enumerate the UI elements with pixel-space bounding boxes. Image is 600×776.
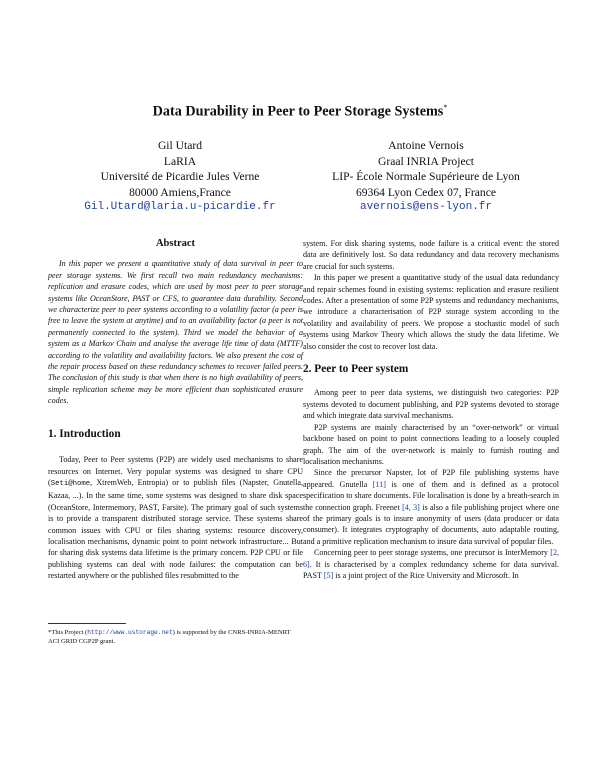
citation-link[interactable]: [2, 6] [303, 548, 559, 569]
p2p-p4-text-b: . It is characterised by a complex redundancy scheme for data survival. PAST [303, 559, 559, 580]
intro-text-a: Today, Peer to Peer systems (P2P) are widely used mechanisms to share resources on Internet. Very popular systems was designed to share CPU ( [48, 455, 303, 487]
left-column [48, 238, 303, 582]
title-footnote-mark: * [443, 103, 448, 112]
author-institution: LIP- École Normale Supérieure de Lyon [332, 170, 520, 183]
author-address: 69364 Lyon Cedex 07, France [355, 185, 497, 199]
p2p-paragraph-3 [303, 467, 559, 547]
author-name: Gil Utard [157, 139, 203, 152]
citation-link[interactable]: [5] [323, 570, 334, 580]
footnote-rule [48, 623, 126, 624]
footnote [48, 623, 303, 646]
author-block-2 [306, 138, 546, 216]
abstract-text: In this paper we present a quantitative study of data survival in peer to peer storage systems. We first recall two main redundancy mechanisms: replication and erasure codes, which are used by most peer to peer storage systems like OceanStore, PAST or CFS, to guarantee data durability. Second we characterize peer to peer systems according to a volatility factor (a peer is free to leave the system at anytime) and to an availability factor (a peer is not permanently connected to the system). Third we model the behavior of a system as a Markov Chain and analyse the average life time of data (MTTF) according to the volatility and availability factors. We also present the cost of the repair process based on these redundancy schemes to recover failed peers. The conclusion of this study is that when there is no high availability of peers, simple replication scheme may be more efficient than sophisticated erasure codes. [48, 259, 303, 406]
citation-link[interactable]: [11] [372, 479, 386, 489]
intro-paragraph-2: In this paper we present a quantitative study of the usual data redundancy and repair schemes found in existing systems: replication and erasure resilient codes. After a presentation of some P2P systems and redundancy mechanisms, we introduce a characterisation of P2P storage system according to the volatility and availability of peers. We propose a stochastic model of such systems using Markov Theory which allows the study the data lifetime. We also consider the cost to recover lost data. [303, 273, 559, 351]
author-email[interactable]: avernois@ens-lyon.fr [359, 201, 493, 213]
abstract-heading: Abstract [155, 238, 196, 249]
p2p-paragraph-1: Among peer to peer data systems, we distinguish two categories: P2P systems devoted to document publishing, and P2P systems devoted to storage and which integrate data survival mechanisms. [303, 388, 559, 421]
p2p-paragraph-2: P2P systems are mainly characterised by an “over-network” or virtual backbone based on point to point connections leading to a loosely coupled graph. The aim of the over-network is mainly to furnish routing and localisation mechanisms. [303, 422, 559, 466]
p2p-p4-text-c: is a joint project of the Rice University and Microsoft. In [333, 570, 519, 580]
author-email[interactable]: Gil.Utard@laria.u-picardie.fr [84, 201, 276, 213]
p2p-p3-text-c: is also a file publishing project where one of the primary goals is to insure anonymity of users (data producer or data consumer). It integrates cryptography of documents, auto adaptable routing, and a primitive replication mechanism to insure data survival of popular files. [303, 502, 559, 546]
right-column [303, 238, 559, 581]
p2p-p4-text-a: Concerning peer to peer storage systems, one precursor is InterMemory [314, 548, 551, 558]
footnote-text-a: *This Project ( [48, 629, 88, 636]
footnote-text-b: ) is supported by the CNRS-INRIA-MENRT ACI GRID CGP2P grant. [48, 629, 291, 645]
author-block-1 [60, 138, 300, 216]
p2p-paragraph-4 [303, 547, 559, 581]
intro-paragraph [48, 454, 303, 581]
author-affiliation: LaRIA [163, 154, 197, 168]
paper-title [0, 103, 600, 121]
intro-text-b: , XtremWeb, Entropia) or to publish files (Napster, Gnutella, Kazaa, ...). In the same time, some systems was designed to share disk space (OceanStore, Intermemory, PAST, Farsite). The primary goal of such systems is to provide a transparent distributed storage service. These systems share common issues with CPU or files sharing systems: resource discovery, localisation mechanisms, dynamic point to point network infrastructure... But for sharing disk systems data lifetime is the primary concern. P2P CPU or file publishing systems can deal with node failures: the computation can be restarted anywhere or the published files resubmitted to the [48, 477, 303, 581]
author-address: 80000 Amiens,France [129, 185, 231, 199]
author-name: Antoine Vernois [388, 139, 464, 152]
section-heading-introduction: 1. Introduction [48, 427, 121, 440]
intro-continuation-paragraph: system. For disk sharing systems, node failure is a critical event: the stored data are definitively lost. So data redundancy and data recovery mechanisms are crucial for such systems. [303, 239, 559, 271]
author-affiliation: Graal INRIA Project [378, 154, 474, 168]
intro-mono-term: Seti@home [50, 479, 91, 488]
author-institution: Université de Picardie Jules Verne [100, 170, 260, 183]
citation-link[interactable]: [4, 3] [402, 502, 420, 512]
footnote-link[interactable]: http://www.ustorage.net [87, 629, 173, 636]
p2p-p3-text-a: Since the precursor Napster, lot of P2P file publishing systems have appeared. Gnutella [303, 468, 559, 489]
p2p-p3-text-b: is one of them and is defined as a protocol specification to share documents. File localisation is done by a breath-search in the connection graph. Freenet [303, 479, 559, 512]
paper-title-text: Data Durability in Peer to Peer Storage Systems [152, 103, 444, 120]
section-heading-p2p: 2. Peer to Peer system [303, 363, 409, 376]
